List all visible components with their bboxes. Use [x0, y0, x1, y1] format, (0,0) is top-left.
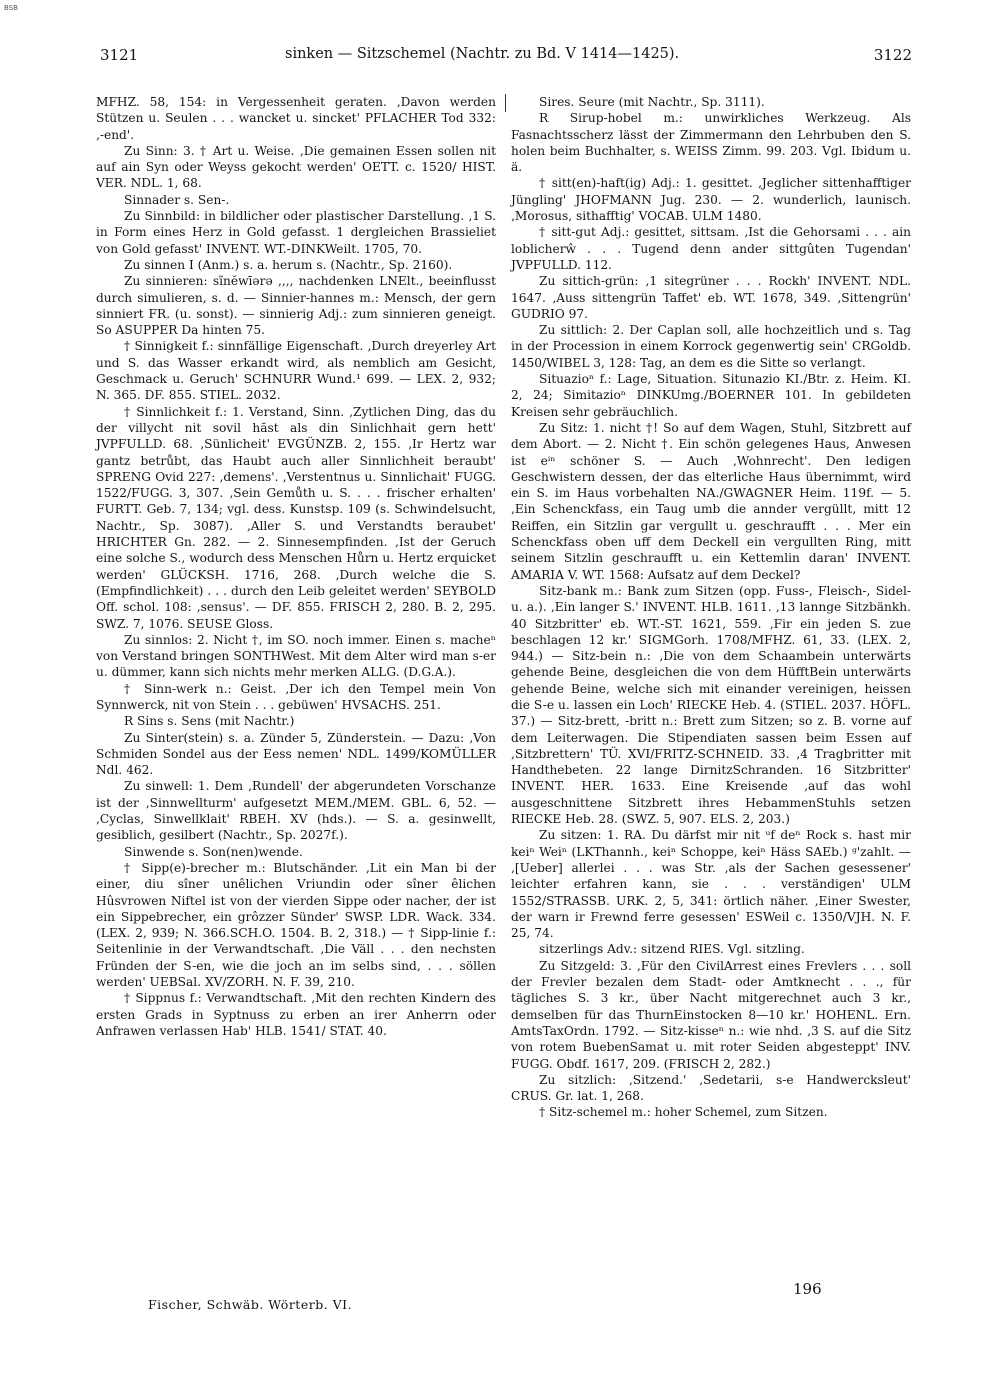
entry-paragraph: R Sins s. Sens (mit Nachtr.) — [124, 714, 295, 729]
entry-paragraph: † sitt-gut Adj.: gesittet, sittsam. ‚Ist die Gehorsami . . . ain loblicherŵ . . . Tugend denn ander sittgûten Tugendan' JVPFULLD. 112. — [511, 225, 911, 272]
entry-paragraph: † Sinn-werk n.: Geist. ‚Der ich den Tempel mein Von Synnwerck, nit von Stein . . . gebüwen' HVSACHS. 251. — [96, 681, 496, 712]
entry-paragraph: sitzerlings Adv.: sitzend RIES. Vgl. sitzling. — [539, 942, 805, 957]
entry-paragraph: Zu Sinn: 3. † Art u. Weise. ‚Die gemainen Essen sollen nit auf ain Syn oder Weyss gekocht werden' OETT. c. 1520/ HIST. VER. NDL. 1, 68. — [96, 143, 496, 191]
entry-paragraph: Sinnader s. Sen-. — [124, 192, 230, 207]
entry-paragraph: MFHZ. 58, 154: in Vergessenheit geraten. ‚Davon werden Stützen u. Seulen . . . wancket u. sincket' PFLACHER Tod 332: ‚-end'. — [96, 95, 496, 142]
entry-paragraph: Zu Sinter(stein) s. a. Zünder 5, Zünderstein. — Dazu: ‚Von Schmiden Sondel aus der Eess nemen' NDL. 1499/KOMÜLLER Ndl. 462. — [96, 730, 496, 778]
entry-paragraph: Zu sittlich: 2. Der Caplan soll, alle hochzeitlich und s. Tag in der Procession in einem Korrock gegenwertig sein' CRGoldb. 1450/WIBEL 3, 128: Tag, an dem es die Sitte so verlangt. — [511, 323, 911, 370]
entry-paragraph: † Sippnus f.: Verwandtschaft. ‚Mit den rechten Kindern des ersten Grads in Syptnuss zu erben an irer Anherrn oder Anfrawen verlassen Hab' HLB. 1541/ STAT. 40. — [96, 991, 496, 1038]
entry-paragraph: Zu sinnieren: sĩnĕwīərə ,,,, nachdenken LNElt., beeinflusst durch simulieren, s. d. — Sinnier-hannes m.: Mensch, der gern sinniert FR. (u. sonst). — sinnierig Adj.: zum sinnieren geneigt. So ASUPPER Da hinten 75. — [96, 274, 496, 338]
entry-paragraph: Zu sinnlos: 2. Nicht †, im SO. noch immer. Einen s. macheⁿ von Verstand bringen SONTHWest. Mit dem Alter wird man s-er u. dümmer, kann sich nichts mehr merken ALLG. (D.G.A.). — [96, 632, 496, 680]
left-column — [96, 94, 496, 1039]
entry-paragraph: Zu sitzlich: ‚Sitzend.' ‚Sedetarii, s-e Handwercksleut' CRUS. Gr. lat. 1, 268. — [511, 1072, 911, 1104]
entry-paragraph: † sitt(en)-haft(ig) Adj.: 1. gesittet. ‚Jeglicher sittenhafftiger Jüngling' JHOFMANN Jug. 230. — 2. wunderlich, launisch. ‚Morosus, sithafftig' VOCAB. ULM 1480. — [511, 176, 911, 224]
entry-paragraph: Zu Sitzgeld: 3. ‚Für den CivilArrest eines Frevlers . . . soll der Frevler bezalen dem Stadt- oder Amtknecht . . ., für tägliches S. 3 kr., über Nacht mitgerechnet auch 3 kr., demselben für das ThurnEinstocken 8—10 kr.' HOHENL. Ern. AmtsTaxOrdn. 1792. — Sitz-kisseⁿ n.: wie nhd. ‚3 S. auf die Sitz von rotem BuebenSamat u. mit roter Seiden abgesteppt' INV. FUGG. Obdf. 1617, 209. (FRISCH 2, 282.) — [511, 958, 911, 1071]
footer-source: Fischer, Schwäb. Wörterb. VI. — [148, 1297, 353, 1312]
entry-paragraph: Situazioⁿ f.: Lage, Situation. Situnazio KI./Btr. z. Heim. KI. 2, 24; Simitazioⁿ DINKUmg./BOERNER 101. In gebildeten Kreisen sehr gebräuchlich. — [511, 372, 911, 419]
entry-paragraph: Sires. Seure (mit Nachtr., Sp. 3111). — [539, 95, 765, 109]
page-number-right: 3122 — [873, 46, 912, 64]
footer-page-number: 196 — [793, 1280, 822, 1298]
entry-paragraph: Sitz-bank m.: Bank zum Sitzen (opp. Fuss-, Fleisch-, Sidel- u. a.). ‚Ein langer S.' INVENT. HLB. 1611. ‚13 lannge Sitzbänkh. 40 Sitzbritter' eb. WT.-ST. 1621, 559. ‚Fir ein jeden S. zue beschlagen 12 kr.' SIGMGorh. 1708/MFHZ. 61, 33. (LEX. 2, 944.) — Sitz-bein n.: ‚Die von dem Schaambein unterwärts gehende Beine, desgleichen die von dem HüfftBein unterwärts gehende Beine, welche sich mit einander vereinigen, heissen die S-e u. lassen ein Loch' RIECKE Heb. 4. (STIEL. 2037. HÖFL. 37.) — Sitz-brett, -britt n.: Brett zum Sitzen; so z. B. vorne auf dem Leiterwagen. Die Stipendiaten sassen beim Essen auf ‚Sitzbrettern' TÜ. XVI/FRITZ-SCHNEID. 33. ‚4 Tragbritter mit Handthebeten. 22 lange DirnitzSchranden. 16 Sitzbritter' INVENT. HER. 1633. Eine Kreisende ‚auf das wohl ausgeschnittene Sitzbrett ihres HebammenStuhls setzen RIECKE Heb. 28. (SWZ. 5, 907. ELS. 2, 203.) — [511, 583, 911, 827]
running-title: sinken — Sitzschemel (Nachtr. zu Bd. V 1414—1425). — [285, 46, 680, 62]
entry-paragraph: † Sitz-schemel m.: hoher Schemel, zum Sitzen. — [539, 1105, 828, 1120]
column-divider — [505, 94, 506, 112]
entry-paragraph: Sinwende s. Son(nen)wende. — [124, 844, 303, 859]
library-stamp: BSB — [4, 4, 18, 12]
entry-paragraph: Zu sittich-grün: ‚1 sitegrüner . . . Rockh' INVENT. NDL. 1647. ‚Auss sittengrün Taffet' eb. WT. 1678, 349. ‚Sittengrün' GUDRIO 97. — [511, 274, 911, 321]
entry-paragraph: Zu sinnen I (Anm.) s. a. herum s. (Nachtr., Sp. 2160). — [124, 257, 453, 272]
entry-paragraph: R Sirup-hobel m.: unwirkliches Werkzeug. Als Fasnachtsscherz lässt der Zimmermann den Lehrbuben den S. holen beim Buchhalter, s. WEISS Zimm. 99. 203. Vgl. Ibidum u. ä. — [511, 111, 911, 175]
entry-paragraph: Zu sitzen: 1. RA. Du därfst mir nit ᵘf deⁿ Rock s. hast mir keiⁿ Weiⁿ (LKThannh., keiⁿ Schoppe, keiⁿ Häss SAEb.) ᵍ'zahlt. — ‚[Ueber] allerlei . . . was Str. ‚als der Sachen gesessener' leichter erfahren kann, sie . . . verständigen' ULM 1552/STRASSB. URK. 2, 5, 341: örtlich näher. ‚Einer Swester, der warn ir Frewnd ferre gesessen' ESWeil c. 1350/VJH. N. F. 25, 74. — [511, 828, 911, 941]
entry-paragraph: † Sinnlichkeit f.: 1. Verstand, Sinn. ‚Zytlichen Ding, das du der villycht nit sovil hăst als din Sinlichhait gern hett' JVPFULLD. 68. ‚Sünlicheit' EVGÜNZB. 2, 155. ‚Ir Hertz war gantz betrůbt, das Haubt auch aller Sinnlichheit beraubt' SPRENG Ovid 227: ‚demens'. ‚Verstentnus u. Sinnlichait' FUGG. 1522/FUGG. 3, 307. ‚Sein Gemůth u. S. . . . frischer erhalten' FURTT. Geb. 7, 134; vgl. dess. Kunstsp. 109 (s. Schwindelsucht, Nachtr., Sp. 3087). ‚Aller S. und Verstandts beraubet' HRICHTER Gn. 282. — 2. Sinnesempfinden. ‚Ist der Geruch eine solche S., wodurch dess Menschen Hůrn u. Hertz erquicket werden' GLÜCKSH. 1716, 268. ‚Durch welche die S. (Empfindlichkeit) . . . durch den Leib geleitet werden' SEYBOLD Off. schol. 108: ‚sensus'. — DF. 855. FRISCH 2, 280. B. 2, 295. SWZ. 7, 1076. SEUSE Gloss. — [96, 404, 496, 631]
entry-paragraph: † Sipp(e)-brecher m.: Blutschänder. ‚Lit ein Man bi der einer, diu sîner unêlichen Vriundin oder sîner êlichen Hûsvrowen Niftel ist von der vierden Sippe oder nacher, der ist ein Sippebrecher, ein grôzzer Sünder' SWSP. LDR. Wack. 334. (LEX. 2, 939; N. 366.SCH.O. 1504. B. 2, 318.) — † Sipp-linie f.: Seitenlinie in der Verwandtschaft. ‚Die Väll . . . den nechsten Fründen der S-en, wie die joch an im selbs sind, . . . söllen werden' UEBSal. XV/ZORH. N. F. 39, 210. — [96, 860, 496, 990]
entry-paragraph: Zu sinwell: 1. Dem ‚Rundell' der abgerundeten Vorschanze ist der ‚Sinnwellturm' aufgesetzt MEM./MEM. GBL. 6, 52. — ‚Cyclas, Sinwellklait' RBEH. XV (hds.). — S. a. gesinwellt, gesiblich, gesilbert (Nachtr., Sp. 2027f.). — [96, 779, 496, 843]
right-column — [511, 94, 911, 1121]
page-number-left: 3121 — [100, 46, 139, 64]
entry-paragraph: Zu Sitz: 1. nicht †! So auf dem Wagen, Stuhl, Sitzbrett auf dem Abort. — 2. Nicht †. Ein schön gelegenes Haus, Anwesen ist eⁱⁿ schöner S. — Auch ‚Wohnrecht'. Den ledigen Geschwistern dessen, der das elterliche Haus übernimmt, wird ein S. im Haus vorbehalten NA./GWAGNER Heim. 119f. — 5. ‚Ein Schenckfass, ein Taug umb die annder vergüllt, mitt 12 Reiffen, ein Sitzlin gar vergullt u. geschraufft . . . Mer ein Schenckfass oben uff dem Deckell ein vergullten Ring, mitt seinem Sitzlin geschraufft u. ein Kettemlin daran' INVENT. AMARIA V. WT. 1568: Aufsatz auf dem Deckel? — [511, 420, 911, 582]
entry-paragraph: † Sinnigkeit f.: sinnfällige Eigenschaft. ‚Durch dreyerley Art und S. das Wasser erkandt wird, als nemblich am Gesicht, Geschmack u. Geruch' SCHNURR Wund.¹ 699. — LEX. 2, 932; N. 365. DF. 855. STIEL. 2032. — [96, 339, 496, 403]
entry-paragraph: Zu Sinnbild: in bildlicher oder plastischer Darstellung. ‚1 S. in Form eines Herz in Gold gefasst. 1 dergleichen Brassieliet von Gold gefasst' INVENT. WT.-DINKWeilt. 1705, 70. — [96, 209, 496, 256]
